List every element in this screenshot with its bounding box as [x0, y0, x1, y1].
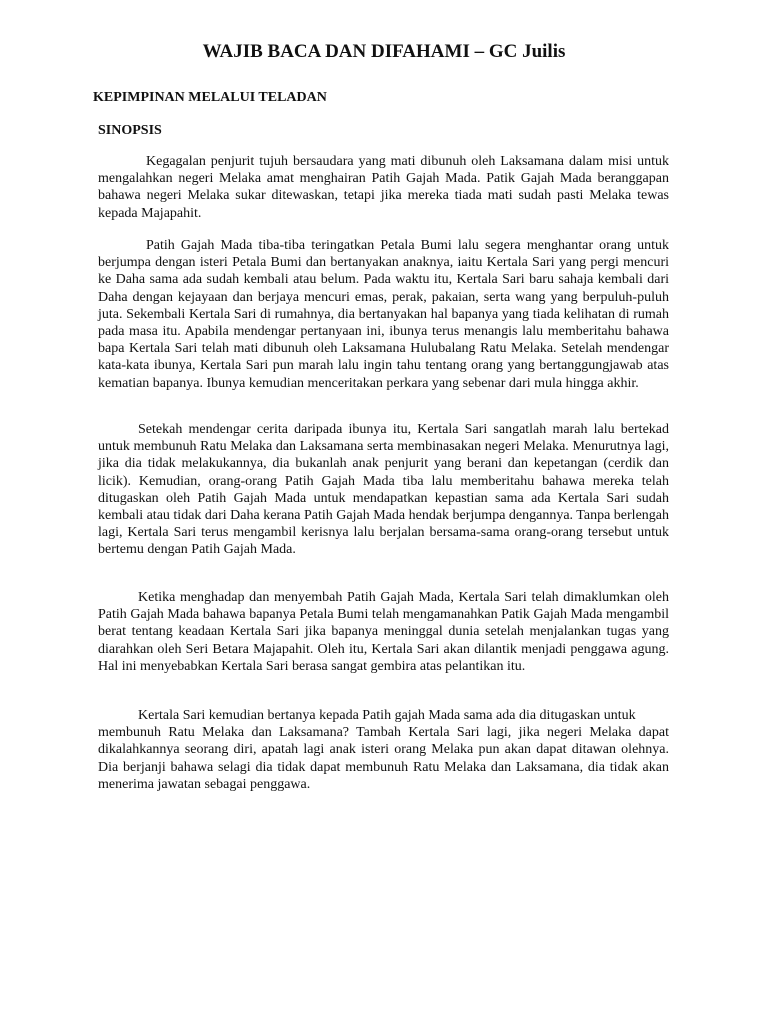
section-heading: KEPIMPINAN MELALUI TELADAN [93, 90, 327, 105]
paragraph-3: Setekah mendengar cerita daripada ibunya itu, Kertala Sari sangatlah marah lalu bertekad untuk membunuh Ratu Melaka dan Laksamana serta membinasakan negeri Melaka. Menurutnya lagi, jika dia tidak melakukannya, dia bukanlah anak penjurit yang berani dan kepetangan (cerdik dan licik). Kemudian, orang-orang Patih Gajah Mada tiba lalu memberitahu bahawa mereka telah ditugaskan oleh Patih Gajah Mada untuk mendapatkan kepastian sama ada Kertala Sari sudah kembali atau tidak dari Daha kerana Patih Gajah Mada hendak berjumpa dengannya. Tanpa berlengah lagi, Kertala Sari terus mengambil kerisnya lalu berjalan bersama-sama orang-orang tersebut untuk bertemu dengan Patih Gajah Mada. [98, 422, 669, 558]
paragraph-5: Kertala Sari kemudian bertanya kepada Patih gajah Mada sama ada dia ditugaskan untuk membunuh Ratu Melaka dan Laksamana? Tambah Kertala Sari lagi, jika negeri Melaka dapat dikalahkannya seorang diri, apatah lagi anak isteri orang Melaka pun akan dapat ditawan olehnya. Dia berjanji bahawa selagi dia tidak dapat membunuh Ratu Melaka dan Laksamana, dia tidak akan menerima jawatan sebagai penggawa. [98, 708, 669, 792]
paragraph-1: Kegagalan penjurit tujuh bersaudara yang mati dibunuh oleh Laksamana dalam misi untuk mengalahkan negeri Melaka amat menghairan Patih Gajah Mada. Patik Gajah Mada beranggapan bahawa negeri Melaka sukar ditewaskan, tetapi jika mereka tiada mati sudah pasti Melaka tewas kepada Majapahit. [98, 154, 669, 221]
paragraph-4: Ketika menghadap dan menyembah Patih Gajah Mada, Kertala Sari telah dimaklumkan oleh Patih Gajah Mada bahawa bapanya Petala Bumi telah mengamanahkan Patik Gajah Mada mengambil berat tentang keadaan Kertala Sari jika bapanya meninggal dunia setelah menjalankan tugas yang diarahkan oleh Seri Betara Majapahit. Oleh itu, Kertala Sari akan dilantik menjadi penggawa agung. Hal ini menyebabkan Kertala Sari berasa sangat gembira atas pelantikan itu. [98, 590, 669, 674]
subsection-heading: SINOPSIS [98, 123, 162, 138]
document-title: WAJIB BACA DAN DIFAHAMI – GC Juilis [202, 41, 566, 62]
paragraph-2: Patih Gajah Mada tiba-tiba teringatkan Petala Bumi lalu segera menghantar orang untuk berjumpa dengan isteri Petala Bumi dan bertanyakan anaknya, iaitu Kertala Sari yang pergi mencuri ke Daha sama ada sudah kembali atau belum. Pada waktu itu, Kertala Sari baru sahaja kembali dari Daha dengan kejayaan dan berjaya mencuri emas, perak, pakaian, serta wang yang berpuluh-puluh juta. Sekembali Kertala Sari di rumahnya, dia bertanyakan hal bapanya yang tiada kelihatan di rumah pada masa itu. Apabila mendengar pertanyaan ini, ibunya terus menangis lalu memberitahu bahawa bapa Kertala Sari telah mati dibunuh oleh Laksamana Hulubalang Ratu Melaka. Setelah mendengar kata-kata ibunya, Kertala Sari pun marah lalu ingin tahu tentang orang yang bertanggungjawab atas kematian bapanya. Ibunya kemudian menceritakan perkara yang sebenar dari mula hingga akhir. [98, 238, 669, 391]
